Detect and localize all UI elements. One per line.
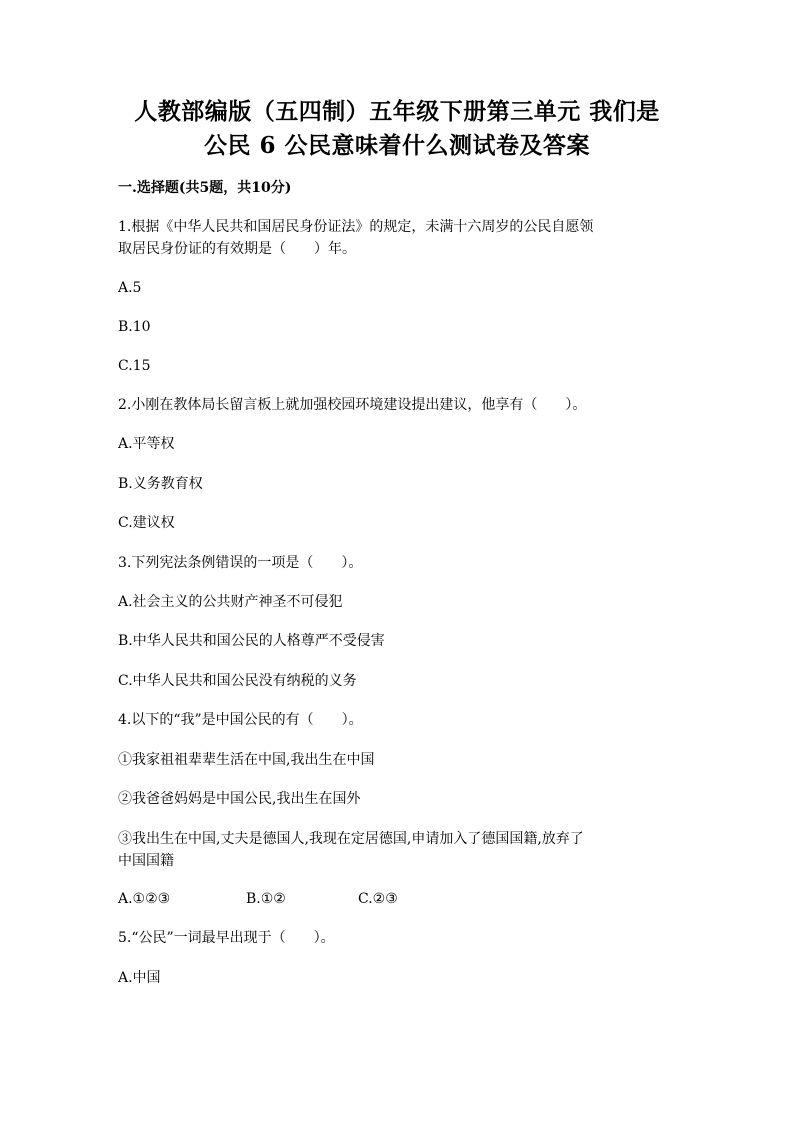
section-heading: 一.选择题(共5题，共10分)	[118, 180, 292, 196]
question-4-stem: 4.以下的“我”是中国公民的有（ ）。	[118, 712, 363, 728]
question-1-option-c: C.15	[118, 358, 151, 374]
question-3-option-b: B.中华人民共和国公民的人格尊严不受侵害	[118, 633, 385, 649]
question-5-option-a: A.中国	[118, 970, 161, 986]
question-5-stem: 5.“公民”一词最早出现于（ ）。	[118, 930, 335, 946]
question-4-option-c: C.②③	[358, 891, 398, 907]
question-4-option-a: A.①②③	[118, 891, 171, 907]
question-2-option-b: B.义务教育权	[118, 476, 203, 492]
question-3-stem: 3.下列宪法条例错误的一项是（ ）。	[118, 555, 363, 571]
question-3-option-a: A.社会主义的公共财产神圣不可侵犯	[118, 594, 343, 610]
question-2-stem: 2.小刚在教体局长留言板上就加强校园环境建设提出建议，他享有（ ）。	[118, 397, 587, 413]
question-4-options-row	[118, 888, 678, 910]
question-4-statement-2: ②我爸爸妈妈是中国公民,我出生在国外	[118, 791, 361, 807]
question-3-option-c: C.中华人民共和国公民没有纳税的义务	[118, 673, 357, 689]
question-4-option-b: B.①②	[246, 891, 286, 907]
page-title-line-1: 人教部编版（五四制）五年级下册第三单元 我们是	[134, 98, 660, 125]
question-2-option-a: A.平等权	[118, 436, 175, 452]
question-2-option-c: C.建议权	[118, 515, 175, 531]
question-1-option-a: A.5	[118, 280, 142, 296]
question-4-statement-3-line-2: 中国国籍	[118, 853, 174, 869]
question-1-stem-line-2: 取居民身份证的有效期是（ ）年。	[118, 241, 356, 257]
question-4-statement-1: ①我家祖祖辈辈生活在中国,我出生在中国	[118, 752, 375, 768]
question-4-statement-3-line-1: ③我出生在中国,丈夫是德国人,我现在定居德国,申请加入了德国国籍,放弃了	[118, 831, 584, 847]
page-title-line-2: 公民 6 公民意味着什么测试卷及答案	[203, 132, 591, 159]
question-1-option-b: B.10	[118, 319, 151, 335]
question-1-stem-line-1: 1.根据《中华人民共和国居民身份证法》的规定，未满十六周岁的公民自愿领	[118, 219, 594, 235]
